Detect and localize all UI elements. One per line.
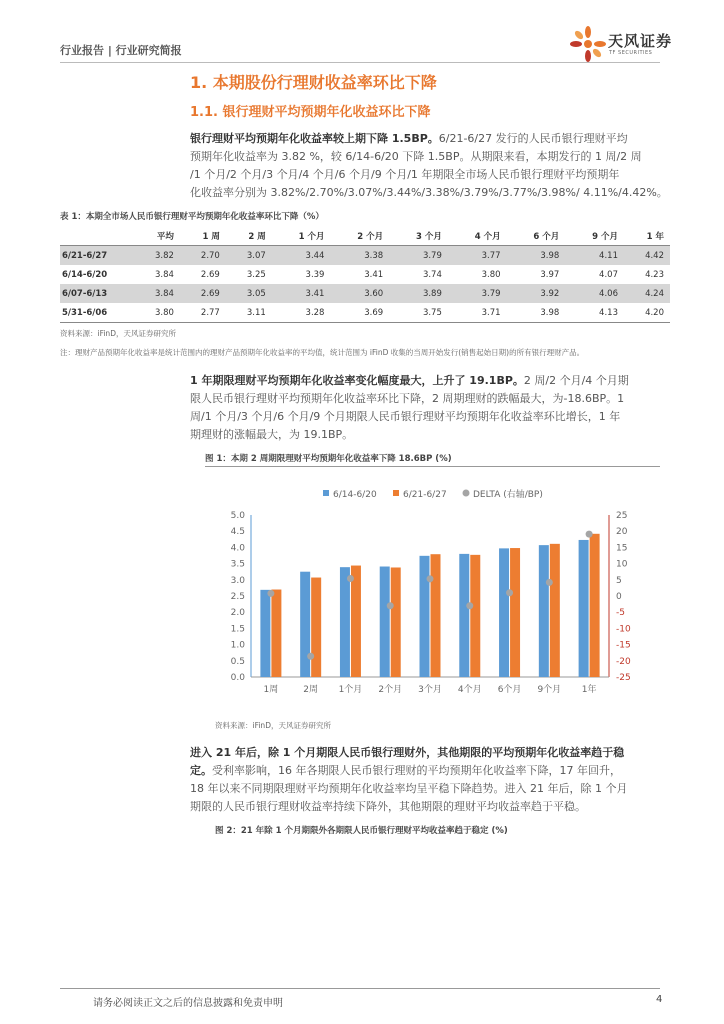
header-label: 行业报告 | 行业研究简报 — [60, 44, 182, 57]
table-cell: 3.69 — [330, 303, 389, 323]
right-tick-label: 10 — [616, 559, 628, 570]
row-label: 5/31-6/06 — [60, 303, 134, 323]
bar-chart — [205, 467, 660, 707]
left-tick-label: 1.5 — [230, 624, 245, 635]
table-cell: 3.75 — [389, 303, 448, 323]
table-cell: 3.60 — [330, 284, 389, 303]
figure1-chart — [205, 466, 660, 737]
table-cell: 3.07 — [226, 246, 272, 266]
bar — [579, 540, 589, 677]
logo-sub: TF SECURITIES — [609, 50, 653, 56]
left-tick-label: 5.0 — [230, 511, 245, 521]
table-header-cell: 3 个月 — [389, 226, 448, 246]
row-label: 6/07-6/13 — [60, 284, 134, 303]
bar — [300, 572, 310, 677]
p3-line4: 期限的人民币银行理财收益率持续下降外，其他期限的理财平均收益率趋于平稳。 — [190, 800, 586, 813]
table-cell: 2.69 — [180, 284, 226, 303]
bar — [271, 590, 281, 677]
bar — [539, 545, 549, 677]
p2-line1: 2 周/2 个月/4 个月期 — [523, 374, 629, 387]
legend-label: DELTA (右轴/BP) — [473, 490, 543, 500]
row-label: 6/21-6/27 — [60, 246, 134, 266]
delta-point — [586, 531, 593, 538]
x-tick-label: 4个月 — [457, 685, 482, 695]
right-tick-label: -20 — [616, 656, 631, 667]
row-label: 6/14-6/20 — [62, 269, 108, 280]
right-tick-label: -10 — [616, 624, 631, 635]
right-tick-label: 5 — [616, 575, 622, 586]
paragraph-2 — [190, 372, 670, 444]
table-header-cell: 9 个月 — [565, 226, 624, 246]
x-tick-label: 2周 — [303, 685, 319, 695]
table-cell: 4.24 — [624, 284, 670, 303]
left-tick-label: 4.0 — [230, 543, 245, 554]
logo-name: 天风证券 — [608, 32, 673, 50]
company-logo — [568, 24, 688, 64]
table-cell: 4.23 — [645, 269, 664, 280]
table-cell: 3.79 — [389, 246, 448, 266]
delta-point — [307, 653, 314, 660]
table-cell: 3.39 — [305, 269, 325, 280]
table-cell: 3.79 — [448, 284, 507, 303]
table-header-cell: 2 周 — [226, 226, 272, 246]
table-cell: 3.05 — [226, 284, 272, 303]
left-tick-label: 0.0 — [230, 673, 245, 683]
p2-line2: 限人民币银行理财平均预期年化收益率环比下降，2 周期理财的跌幅最大，为-18.6BP。1 — [190, 392, 625, 405]
left-tick-label: 1.0 — [230, 640, 245, 651]
legend-marker — [463, 490, 470, 497]
table-cell: 3.89 — [389, 284, 448, 303]
bar — [351, 566, 361, 677]
left-tick-label: 3.0 — [230, 575, 245, 586]
table-header-cell: 2 个月 — [330, 226, 389, 246]
table-row — [60, 303, 670, 323]
paragraph-1 — [190, 130, 670, 202]
table-cell: 3.44 — [272, 246, 331, 266]
table-cell: 3.98 — [507, 246, 566, 266]
p1-line1: 6/21-6/27 发行的人民币银行理财平均 — [438, 132, 628, 145]
page-number: 4 — [656, 994, 663, 1005]
x-tick-label: 3个月 — [418, 685, 442, 695]
bar — [590, 534, 600, 677]
table-row — [60, 265, 670, 284]
x-tick-label: 1个月 — [338, 685, 363, 695]
section-title: 1. 本期股份行理财收益率环比下降 — [190, 73, 437, 92]
table-cell: 3.84 — [134, 284, 180, 303]
table-row — [60, 246, 670, 266]
table-cell: 3.84 — [154, 269, 174, 280]
left-tick-label: 0.5 — [230, 656, 245, 667]
table-cell: 3.82 — [134, 246, 180, 266]
p2-line4: 期理财的涨幅最大，为 19.1BP。 — [190, 428, 354, 441]
table-cell: 2.69 — [200, 269, 220, 280]
table-cell: 2.70 — [180, 246, 226, 266]
right-tick-label: -5 — [616, 608, 625, 619]
left-tick-label: 3.5 — [230, 559, 245, 570]
p2-bold: 1 年期限理财平均预期年化收益率变化幅度最大，上升了 19.1BP。 — [190, 374, 524, 387]
table-cell: 3.74 — [422, 269, 442, 280]
right-tick-label: -25 — [616, 673, 631, 683]
p3-line2: 受利率影响，16 年各期限人民币银行理财的平均预期年化收益率下降，17 年回升， — [212, 764, 621, 777]
p1-line4: 化收益率分别为 3.82%/2.70%/3.07%/3.44%/3.38%/3.79%/3.77%/3.98%/ 4.11%/4.42%。 — [190, 186, 668, 199]
table-header-cell: 平均 — [134, 226, 180, 246]
table-cell: 4.11 — [565, 246, 624, 266]
bar — [260, 590, 270, 677]
table-cell: 4.13 — [565, 303, 624, 323]
left-tick-label: 4.5 — [230, 527, 245, 538]
table-cell: 3.41 — [272, 284, 331, 303]
table-cell: 3.92 — [507, 284, 566, 303]
table-cell: 4.07 — [599, 269, 618, 280]
table-note: 注：理财产品预期年化收益率是统计范围内的理财产品预期年化收益率的平均值，统计范围为 iFinD 收集的当周开始发行(销售起始日期)的所有银行理财产品。 — [60, 348, 585, 357]
right-tick-label: 20 — [616, 527, 628, 538]
table-cell: 4.42 — [624, 246, 670, 266]
p3-bold-line2: 定。 — [190, 764, 212, 777]
bar — [431, 554, 441, 677]
table-cell: 3.98 — [507, 303, 566, 323]
table-caption: 表 1：本期全市场人民币银行理财平均预期年化收益率环比下降（%） — [60, 212, 324, 222]
table-header-cell: 4 个月 — [448, 226, 507, 246]
left-tick-label: 2.5 — [230, 592, 245, 602]
right-tick-label: 15 — [616, 543, 628, 554]
paragraph-3 — [190, 744, 670, 816]
p1-line2: 预期年化收益率为 3.82 %，较 6/14-6/20 下降 1.5BP。从期限来看，本期发行的 1 周/2 周 — [190, 150, 642, 163]
left-tick-label: 2.0 — [230, 608, 245, 619]
figure2-caption: 图 2：21 年除 1 个月期限外各期限人民币银行理财平均收益率趋于稳定 (%) — [215, 826, 508, 836]
bar — [340, 567, 350, 677]
p1-bold: 银行理财平均预期年化收益率较上期下降 1.5BP。 — [190, 132, 439, 145]
bar — [459, 554, 469, 677]
right-tick-label: 25 — [616, 511, 628, 521]
bar — [510, 548, 520, 677]
figure1-caption: 图 1：本期 2 周期限理财平均预期年化收益率下降 18.6BP (%) — [205, 454, 452, 464]
delta-point — [387, 602, 394, 609]
table-cell: 3.25 — [246, 269, 266, 280]
bar — [420, 556, 430, 677]
bar — [311, 578, 321, 677]
p1-line3: /1 个月/2 个月/3 个月/4 个月/6 个月/9 个月/1 年期限全市场人民币银行理财平均预期年 — [190, 168, 620, 181]
legend-label: 6/14-6/20 — [333, 490, 377, 500]
table-cell: 2.77 — [180, 303, 226, 323]
delta-point — [546, 579, 553, 586]
table-header-cell: 1 个月 — [272, 226, 331, 246]
p2-line3: 周/1 个月/3 个月/6 个月/9 个月期限人民币银行理财平均预期年化收益率环比增长，1 年 — [190, 410, 621, 423]
table-header-cell: 1 年 — [624, 226, 670, 246]
x-tick-label: 9个月 — [537, 685, 562, 695]
footer-disclaimer: 请务必阅读正文之后的信息披露和免责申明 — [93, 998, 283, 1009]
table-cell: 4.20 — [624, 303, 670, 323]
bar — [499, 548, 509, 677]
legend-marker — [323, 490, 329, 496]
table-cell: 3.77 — [448, 246, 507, 266]
delta-point — [267, 590, 274, 597]
table-cell: 3.41 — [364, 269, 384, 280]
table-cell: 3.80 — [481, 269, 501, 280]
table-header-cell: 1 周 — [180, 226, 226, 246]
footer-divider — [60, 988, 660, 989]
delta-point — [506, 589, 513, 596]
table-cell: 3.71 — [448, 303, 507, 323]
x-tick-label: 6个月 — [497, 685, 522, 695]
table-cell: 3.80 — [134, 303, 180, 323]
logo-icon — [568, 24, 608, 64]
table-cell: 3.97 — [540, 269, 560, 280]
table-header-cell: 6 个月 — [507, 226, 566, 246]
bar — [391, 567, 401, 677]
legend-label: 6/21-6/27 — [403, 490, 447, 500]
section-subtitle: 1.1. 银行理财平均预期年化收益环比下降 — [190, 105, 431, 120]
table-cell: 3.38 — [330, 246, 389, 266]
yield-table — [60, 226, 670, 323]
bar — [550, 544, 560, 677]
right-tick-label: 0 — [616, 592, 622, 602]
x-tick-label: 1周 — [263, 685, 279, 695]
right-tick-label: -15 — [616, 640, 631, 651]
figure1-source: 资料来源：iFinD，天风证券研究所 — [215, 721, 331, 730]
delta-point — [466, 602, 473, 609]
table-row — [60, 284, 670, 303]
x-tick-label: 2个月 — [378, 685, 403, 695]
bar — [470, 555, 480, 677]
p3-line3: 18 年以来不同期限理财平均预期年化收益率均呈平稳下降趋势。进入 21 年后，除 1 个月 — [190, 782, 628, 795]
table-cell: 3.28 — [272, 303, 331, 323]
table-cell: 3.11 — [226, 303, 272, 323]
table-source: 资料来源：iFinD，天风证券研究所 — [60, 329, 176, 338]
delta-point — [347, 575, 354, 582]
legend-marker — [393, 490, 399, 496]
delta-point — [427, 575, 434, 582]
table-header-cell — [60, 226, 134, 246]
x-tick-label: 1年 — [581, 685, 597, 695]
bar — [380, 567, 390, 677]
table-header-row — [60, 226, 670, 246]
table-cell: 4.06 — [565, 284, 624, 303]
p3-bold-line1: 进入 21 年后，除 1 个月期限人民币银行理财外，其他期限的平均预期年化收益率趋于稳 — [190, 746, 625, 759]
